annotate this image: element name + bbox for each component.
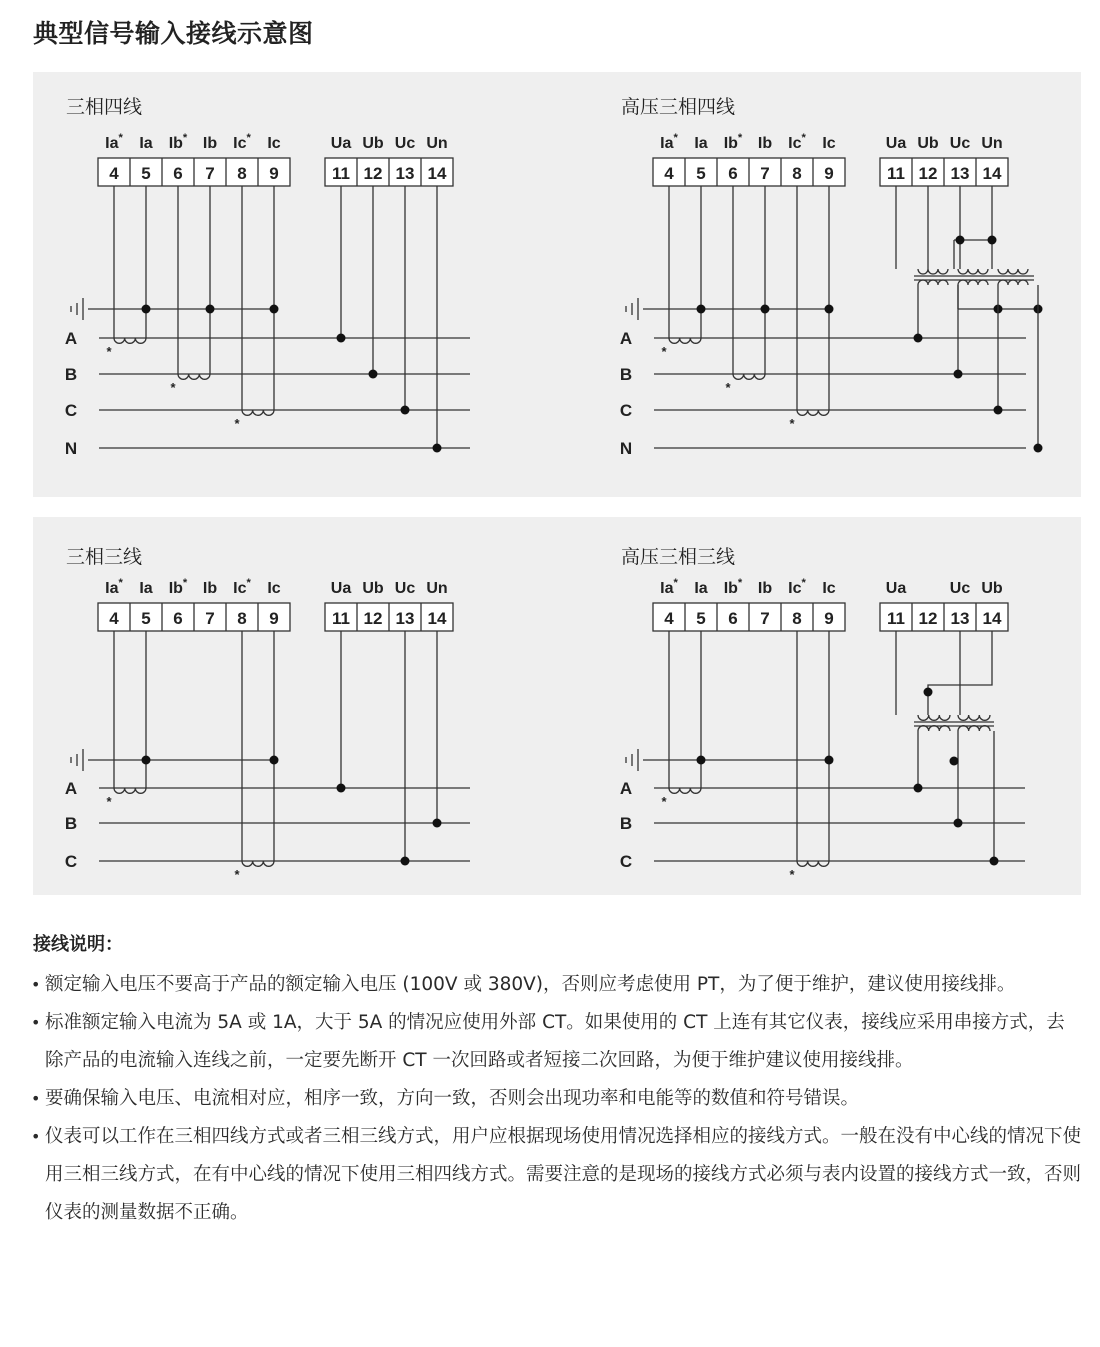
polarity-superscript: * bbox=[737, 577, 743, 589]
diagram-3p3w bbox=[65, 577, 470, 882]
terminal-number: 14 bbox=[982, 609, 1002, 628]
diagram-hv3p3w bbox=[620, 577, 1025, 882]
ct-coil-icon bbox=[114, 788, 146, 793]
terminal-number: 7 bbox=[205, 164, 215, 183]
bus-label: A bbox=[64, 779, 78, 798]
junction-dot bbox=[954, 370, 963, 379]
terminal-label: Un bbox=[981, 135, 1003, 152]
terminal-label: Ib bbox=[202, 580, 218, 597]
junction-dot bbox=[270, 756, 279, 765]
note-item bbox=[33, 966, 1081, 1004]
junction-dot bbox=[142, 756, 151, 765]
junction-dot bbox=[914, 334, 923, 343]
terminal-number: 6 bbox=[173, 609, 183, 628]
terminal-label: Ic bbox=[267, 580, 281, 597]
bus-label: B bbox=[64, 365, 78, 384]
polarity-mark: * bbox=[661, 794, 667, 809]
polarity-mark: * bbox=[106, 794, 112, 809]
ct-coil-icon bbox=[242, 861, 274, 866]
terminal-number: 4 bbox=[109, 164, 119, 183]
junction-dot bbox=[825, 305, 834, 314]
polarity-mark: * bbox=[234, 867, 240, 882]
terminal-number: 9 bbox=[824, 609, 834, 628]
bus-label: N bbox=[64, 439, 78, 458]
ct-coil-icon bbox=[114, 338, 146, 343]
junction-dot bbox=[401, 406, 410, 415]
bus-label: C bbox=[619, 852, 633, 871]
diagram-title-hv3p4w: 高压三相四线 bbox=[621, 96, 736, 118]
diagram-title-3p3w: 三相三线 bbox=[66, 546, 143, 568]
polarity-superscript: * bbox=[182, 132, 188, 144]
diagram-3p4w bbox=[65, 132, 470, 458]
polarity-mark: * bbox=[106, 344, 112, 359]
polarity-superscript: * bbox=[801, 577, 806, 589]
ct-coil-icon bbox=[669, 338, 701, 343]
terminal-label: Ib* bbox=[723, 132, 743, 152]
diagram-hv3p4w bbox=[620, 132, 1043, 458]
bus-label: C bbox=[64, 852, 78, 871]
terminal-number: 8 bbox=[792, 164, 802, 183]
junction-dot bbox=[950, 757, 959, 766]
terminal-label: Uc bbox=[949, 580, 971, 597]
terminal-number: 13 bbox=[950, 164, 970, 183]
terminal-number: 4 bbox=[109, 609, 119, 628]
terminal-number: 12 bbox=[363, 164, 383, 183]
terminal-number: 9 bbox=[269, 609, 279, 628]
terminal-number: 9 bbox=[824, 164, 834, 183]
junction-dot bbox=[697, 305, 706, 314]
polarity-superscript: * bbox=[118, 577, 123, 589]
wiring-panel-top bbox=[33, 72, 1081, 497]
junction-dot bbox=[994, 406, 1003, 415]
polarity-mark: * bbox=[789, 867, 795, 882]
pt-coil-icon bbox=[998, 269, 1028, 274]
terminal-number: 4 bbox=[664, 164, 674, 183]
note-item bbox=[33, 1080, 1081, 1118]
terminal-number: 7 bbox=[760, 164, 770, 183]
terminal-number: 5 bbox=[141, 609, 151, 628]
polarity-superscript: * bbox=[673, 577, 678, 589]
terminal-label: Ic* bbox=[788, 132, 806, 152]
junction-dot bbox=[825, 756, 834, 765]
terminal-label: Ia bbox=[139, 135, 153, 152]
pt-coil-icon bbox=[918, 280, 948, 285]
note-text: 额定输入电压不要高于产品的额定输入电压 (100V 或 380V)，否则应考虑使用 PT，为了便于维护，建议使用接线排。 bbox=[45, 974, 1016, 995]
terminal-number: 11 bbox=[887, 609, 905, 628]
junction-dot bbox=[142, 305, 151, 314]
terminal-number: 11 bbox=[887, 164, 905, 183]
pt-coil-icon bbox=[998, 280, 1028, 285]
wiring-diagram-top bbox=[33, 72, 1081, 497]
pt-coil-icon bbox=[958, 715, 990, 720]
terminal-label: Ub bbox=[917, 135, 939, 152]
terminal-label: Ib* bbox=[723, 577, 743, 597]
wiring-notes bbox=[33, 930, 1081, 1232]
page-title: 典型信号输入接线示意图 bbox=[33, 19, 314, 48]
terminal-label: Ib* bbox=[168, 132, 188, 152]
terminal-label: Uc bbox=[394, 135, 416, 152]
terminal-label: Ub bbox=[362, 135, 384, 152]
bus-label: C bbox=[619, 401, 633, 420]
polarity-superscript: * bbox=[673, 132, 678, 144]
bus-label: N bbox=[619, 439, 633, 458]
junction-dot bbox=[697, 756, 706, 765]
polarity-mark: * bbox=[234, 416, 240, 431]
ct-coil-icon bbox=[669, 788, 701, 793]
junction-dot bbox=[206, 305, 215, 314]
terminal-number: 6 bbox=[173, 164, 183, 183]
terminal-number: 13 bbox=[395, 164, 415, 183]
terminal-label: Ic bbox=[822, 580, 836, 597]
junction-dot bbox=[369, 370, 378, 379]
bullet-icon: • bbox=[31, 975, 41, 994]
terminal-number: 12 bbox=[363, 609, 383, 628]
wiring-panel-bottom bbox=[33, 517, 1081, 895]
terminal-number: 9 bbox=[269, 164, 279, 183]
bus-label: A bbox=[64, 329, 78, 348]
bullet-icon: • bbox=[31, 1013, 41, 1032]
junction-dot bbox=[924, 688, 933, 697]
junction-dot bbox=[337, 784, 346, 793]
terminal-number: 5 bbox=[696, 609, 706, 628]
junction-dot bbox=[988, 236, 997, 245]
terminal-label: Ic* bbox=[233, 577, 251, 597]
bullet-icon: • bbox=[31, 1089, 41, 1108]
terminal-label: Ua bbox=[885, 580, 907, 597]
terminal-label: Ia* bbox=[105, 132, 123, 152]
terminal-number: 13 bbox=[395, 609, 415, 628]
polarity-mark: * bbox=[170, 380, 176, 395]
terminal-number: 7 bbox=[205, 609, 215, 628]
junction-dot bbox=[914, 784, 923, 793]
terminal-label: Ia* bbox=[105, 577, 123, 597]
terminal-label: Ia bbox=[139, 580, 153, 597]
ct-coil-icon bbox=[733, 374, 765, 379]
terminal-number: 8 bbox=[237, 164, 247, 183]
note-text: 标准额定输入电流为 5A 或 1A，大于 5A 的情况应使用外部 CT。如果使用的 CT 上连有其它仪表，接线应采用串接方式，去除产品的电流输入连线之前，一定要先断开 CT 一次回路或者短接二次回路，为便于维护建议使用接线排。 bbox=[45, 1012, 1065, 1071]
terminal-number: 5 bbox=[696, 164, 706, 183]
junction-dot bbox=[761, 305, 770, 314]
terminal-label: Ic bbox=[267, 135, 281, 152]
terminal-label: Ic* bbox=[788, 577, 806, 597]
polarity-superscript: * bbox=[118, 132, 123, 144]
ct-coil-icon bbox=[178, 374, 210, 379]
junction-dot bbox=[990, 857, 999, 866]
terminal-label: Un bbox=[426, 135, 448, 152]
diagram-title-3p4w: 三相四线 bbox=[66, 96, 143, 118]
terminal-label: Ib bbox=[202, 135, 218, 152]
diagram-title-hv3p3w: 高压三相三线 bbox=[621, 546, 736, 568]
bus-label: B bbox=[619, 365, 633, 384]
terminal-label: Ua bbox=[330, 580, 352, 597]
terminal-number: 11 bbox=[332, 609, 350, 628]
pt-coil-icon bbox=[918, 269, 948, 274]
polarity-mark: * bbox=[725, 380, 731, 395]
junction-dot bbox=[1034, 444, 1043, 453]
ct-coil-icon bbox=[797, 410, 829, 415]
terminal-number: 14 bbox=[427, 164, 447, 183]
terminal-number: 14 bbox=[427, 609, 447, 628]
terminal-label: Ic* bbox=[233, 132, 251, 152]
bus-label: A bbox=[619, 779, 633, 798]
polarity-superscript: * bbox=[246, 577, 251, 589]
junction-dot bbox=[401, 857, 410, 866]
terminal-number: 12 bbox=[918, 609, 938, 628]
terminal-label: Ib bbox=[757, 580, 773, 597]
note-text: 仪表可以工作在三相四线方式或者三相三线方式，用户应根据现场使用情况选择相应的接线方式。一般在没有中心线的情况下使用三相三线方式，在有中心线的情况下使用三相四线方式。需要注意的是现场的接线方式必须与表内设置的接线方式一致，否则仪表的测量数据不正确。 bbox=[45, 1126, 1082, 1223]
terminal-number: 8 bbox=[792, 609, 802, 628]
polarity-superscript: * bbox=[801, 132, 806, 144]
wiring-diagram-bottom bbox=[33, 517, 1081, 895]
terminal-number: 6 bbox=[728, 164, 738, 183]
bullet-icon: • bbox=[31, 1127, 41, 1146]
junction-dot bbox=[433, 444, 442, 453]
ct-coil-icon bbox=[242, 410, 274, 415]
polarity-superscript: * bbox=[182, 577, 188, 589]
terminal-label: Ia* bbox=[660, 132, 678, 152]
terminal-label: Ua bbox=[885, 135, 907, 152]
bus-label: B bbox=[619, 814, 633, 833]
junction-dot bbox=[956, 236, 965, 245]
note-text: 要确保输入电压、电流相对应，相序一致，方向一致，否则会出现功率和电能等的数值和符号错误。 bbox=[45, 1088, 860, 1109]
junction-dot bbox=[270, 305, 279, 314]
terminal-number: 6 bbox=[728, 609, 738, 628]
polarity-mark: * bbox=[789, 416, 795, 431]
polarity-superscript: * bbox=[246, 132, 251, 144]
notes-title: 接线说明： bbox=[33, 934, 123, 955]
bus-label: B bbox=[64, 814, 78, 833]
note-item bbox=[33, 1118, 1081, 1232]
terminal-label: Ia bbox=[694, 580, 708, 597]
terminal-label: Ub bbox=[362, 580, 384, 597]
bus-label: A bbox=[619, 329, 633, 348]
junction-dot bbox=[954, 819, 963, 828]
terminal-label: Ua bbox=[330, 135, 352, 152]
terminal-number: 7 bbox=[760, 609, 770, 628]
terminal-number: 8 bbox=[237, 609, 247, 628]
pt-coil-icon bbox=[958, 280, 988, 285]
terminal-number: 12 bbox=[918, 164, 938, 183]
note-item bbox=[33, 1004, 1081, 1080]
pt-coil-icon bbox=[918, 715, 950, 720]
terminal-label: Ib* bbox=[168, 577, 188, 597]
junction-dot bbox=[337, 334, 346, 343]
terminal-label: Un bbox=[426, 580, 448, 597]
bus-label: C bbox=[64, 401, 78, 420]
terminal-label: Uc bbox=[949, 135, 971, 152]
terminal-number: 11 bbox=[332, 164, 350, 183]
terminal-label: Ub bbox=[981, 580, 1003, 597]
terminal-label: Ic bbox=[822, 135, 836, 152]
terminal-label: Ia* bbox=[660, 577, 678, 597]
polarity-superscript: * bbox=[737, 132, 743, 144]
polarity-mark: * bbox=[661, 344, 667, 359]
terminal-number: 5 bbox=[141, 164, 151, 183]
terminal-label: Ib bbox=[757, 135, 773, 152]
terminal-number: 4 bbox=[664, 609, 674, 628]
terminal-label: Uc bbox=[394, 580, 416, 597]
pt-coil-icon bbox=[958, 269, 988, 274]
terminal-number: 13 bbox=[950, 609, 970, 628]
terminal-number: 14 bbox=[982, 164, 1002, 183]
junction-dot bbox=[433, 819, 442, 828]
ct-coil-icon bbox=[797, 861, 829, 866]
terminal-label: Ia bbox=[694, 135, 708, 152]
